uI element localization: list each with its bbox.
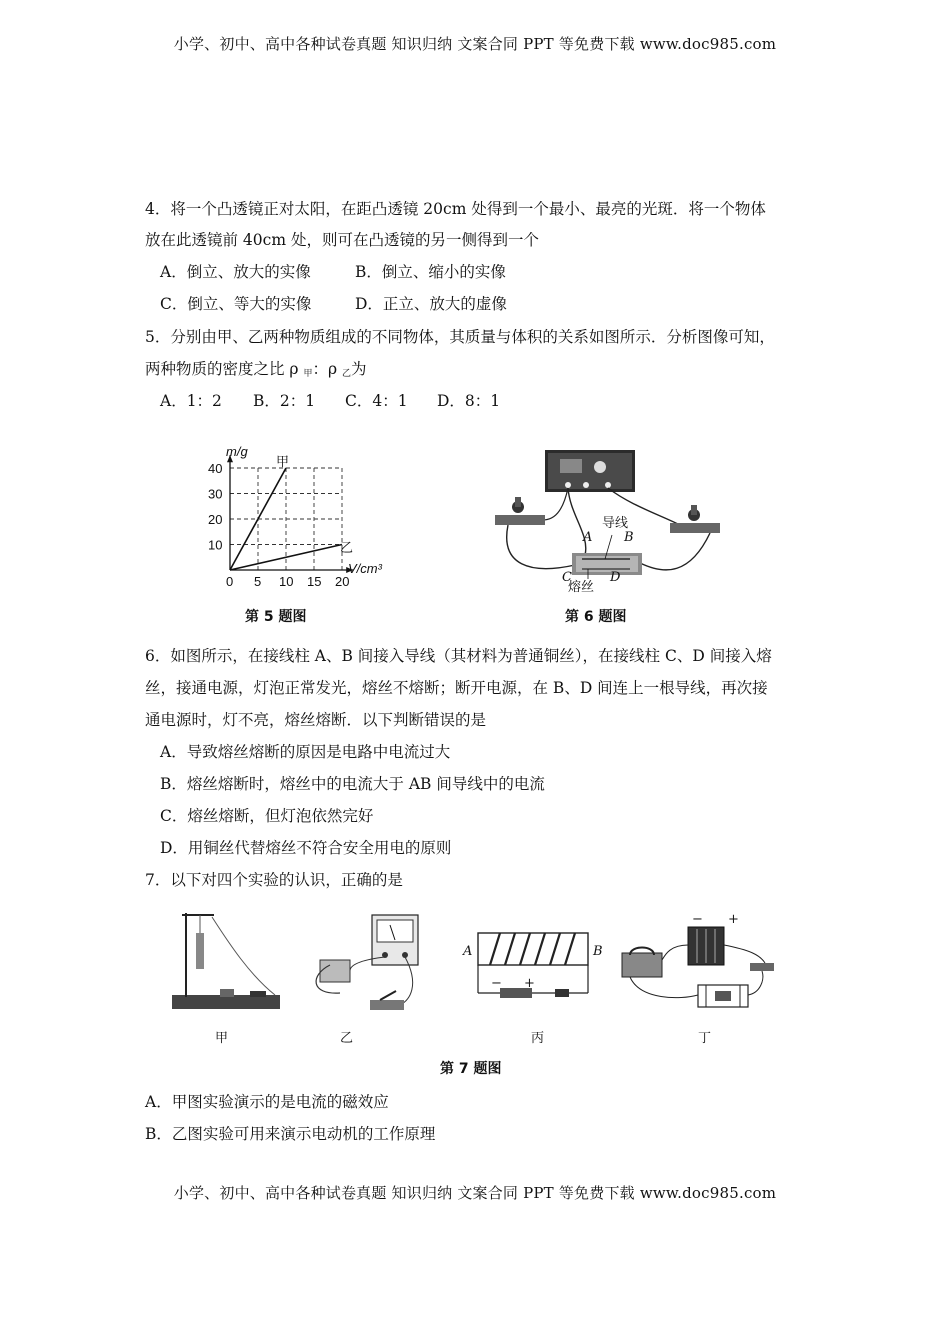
- figure-yi-galvanometer: [316, 915, 418, 1010]
- fuse-board: [572, 553, 642, 575]
- battery-pack-plus: +: [728, 912, 739, 927]
- x-tick-label: 20: [335, 574, 350, 589]
- figure-7-caption: 第 7 题图: [440, 1061, 502, 1077]
- figure-bing-label: 丙: [531, 1031, 545, 1046]
- q6-option-c: C．熔丝熔断，但灯泡依然完好: [160, 807, 374, 825]
- terminal-c: C: [562, 570, 572, 585]
- coil-label-a: A: [463, 944, 473, 959]
- figure-6-caption: 第 6 题图: [565, 609, 627, 625]
- y-tick-label: 40: [208, 461, 223, 476]
- q6-option-d: D．用铜丝代替熔丝不符合安全用电的原则: [160, 839, 452, 857]
- q7-stem-line1: 7．以下对四个实验的认识，正确的是: [145, 871, 403, 889]
- q5-line2-mid: ：ρ: [312, 360, 343, 378]
- switch-right: [670, 505, 720, 533]
- label-wire: 导线: [602, 516, 629, 531]
- figure-ding-label: 丁: [698, 1031, 712, 1046]
- q4-stem-line2: 放在此透镜前 40cm 处，则可在凸透镜的另一侧得到一个: [145, 231, 539, 249]
- q5-stem-line2: [145, 357, 367, 379]
- q4-stem-line1: 4．将一个凸透镜正对太阳，在距凸透镜 20cm 处得到一个最小、最亮的光斑．将一个物体: [145, 200, 766, 218]
- experiment-figures: [160, 905, 790, 1055]
- q4-option-c: C．倒立、等大的实像: [160, 295, 312, 313]
- q5-stem-line1: 5．分别由甲、乙两种物质组成的不同物体，其质量与体积的关系如图所示．分析图像可知，: [145, 328, 775, 346]
- label-fuse: 熔丝: [568, 580, 595, 595]
- q6-stem-line1: 6．如图所示，在接线柱 A、B 间接入导线（其材料为普通铜丝），在接线柱 C、D 间接入熔: [145, 647, 772, 665]
- q7-option-a: A．甲图实验演示的是电流的磁效应: [145, 1093, 389, 1111]
- q6-stem-line3: 通电源时，灯不亮，熔丝熔断．以下判断错误的是: [145, 711, 487, 729]
- chart-x-axis-label: V/cm³: [348, 561, 382, 576]
- x-tick-label: 10: [279, 574, 294, 589]
- chart-grid: [230, 468, 342, 570]
- q5-line2-post: 为: [351, 360, 367, 378]
- q4-option-a: A．倒立、放大的实像: [160, 263, 311, 281]
- q6-option-a: A．导致熔丝熔断的原因是电路中电流过大: [160, 743, 451, 761]
- battery-minus: −: [491, 976, 502, 991]
- figure-jia-label: 甲: [215, 1031, 229, 1046]
- battery-plus: +: [524, 976, 535, 991]
- q5-option-d: D．8：1: [437, 392, 501, 410]
- y-tick-label: 30: [208, 486, 223, 502]
- figure-jia-stand: [172, 913, 280, 1009]
- chart-y-axis-label: m/g: [226, 444, 248, 459]
- q5-option-b: B．2：1: [253, 392, 316, 410]
- q6-option-b: B．熔丝熔断时，熔丝中的电流大于 AB 间导线中的电流: [160, 775, 545, 793]
- x-tick-label: 15: [307, 574, 322, 589]
- mass-volume-chart: [190, 440, 410, 600]
- figure-5-caption: 第 5 题图: [245, 609, 307, 625]
- fuse-circuit-figure: [490, 445, 730, 595]
- q5-line2-pre: 两种物质的密度之比 ρ: [145, 360, 304, 378]
- q6-stem-line2: 丝，接通电源，灯泡正常发光，熔丝不熔断；断开电源，在 B、D 间连上一根导线，再次接: [145, 679, 768, 697]
- terminal-a: A: [583, 530, 593, 545]
- figure-ding-motor: [622, 927, 774, 1007]
- coil-label-b: B: [593, 944, 603, 959]
- page-header: 小学、初中、高中各种试卷真题 知识归纳 文案合同 PPT 等免费下载 www.doc985.com: [173, 35, 777, 53]
- power-supply: [545, 450, 635, 492]
- x-tick-label: 5: [254, 574, 262, 589]
- battery-pack-minus: −: [692, 912, 703, 927]
- q4-option-b: B．倒立、缩小的实像: [355, 263, 506, 281]
- y-tick-label: 20: [208, 512, 223, 527]
- terminal-b: B: [624, 530, 634, 545]
- chart-series-label-yi: 乙: [340, 541, 354, 556]
- q7-option-b: B．乙图实验可用来演示电动机的工作原理: [145, 1125, 436, 1143]
- q5-sub-yi: 乙: [342, 369, 352, 379]
- q5-option-a: A．1：2: [160, 392, 222, 410]
- q4-option-d: D．正立、放大的虚像: [355, 295, 507, 313]
- chart-series-label-jia: 甲: [276, 455, 290, 470]
- y-tick-label: 10: [208, 537, 223, 553]
- terminal-d: D: [610, 570, 621, 585]
- page-footer: 小学、初中、高中各种试卷真题 知识归纳 文案合同 PPT 等免费下载 www.doc985.com: [173, 1184, 777, 1202]
- chart-axes: [227, 455, 353, 573]
- figure-yi-label: 乙: [340, 1031, 354, 1046]
- x-tick-label: 0: [226, 574, 234, 589]
- lamp-holder-left: [495, 497, 545, 525]
- q5-option-c: C．4：1: [345, 392, 408, 410]
- q5-sub-jia: 甲: [303, 369, 313, 379]
